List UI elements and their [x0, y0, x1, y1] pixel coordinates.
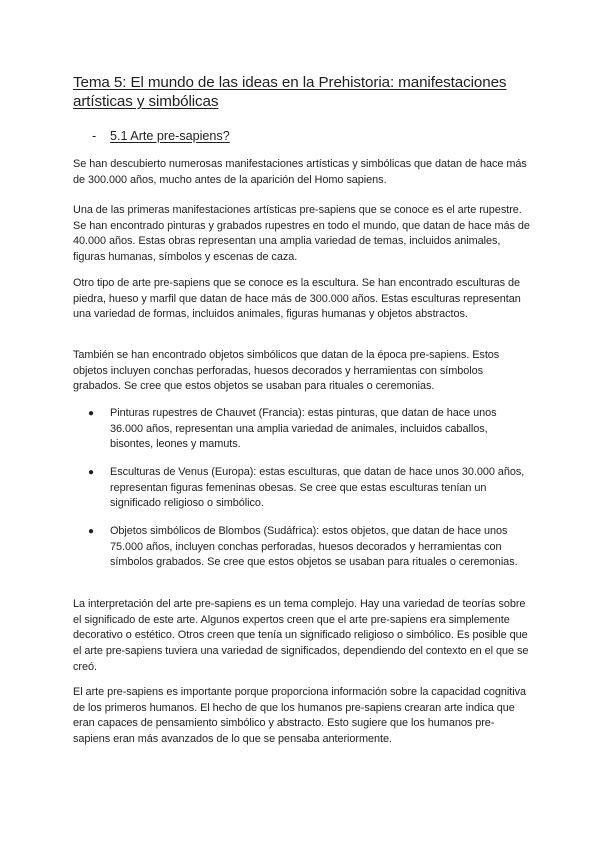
paragraph-escultura: Otro tipo de arte pre-sapiens que se conoce es la escultura. Se han encontrado esculturas de piedra, hueso y marfil que datan de hace más de 300.000 años. Estas esculturas representan una variedad de formas, incluidos animales, figuras humanas y objetos abstractos. [73, 277, 521, 321]
paragraph-objetos: También se han encontrado objetos simbólicos que datan de la época pre-sapiens. Estos objetos incluyen conchas perforadas, huesos decorados y herramientas con símbolos grabados. Se cree que estos objetos se usaban para rituales o ceremonias. [73, 349, 500, 393]
bullet-icon: ● [88, 467, 95, 478]
list-item-text: Esculturas de Venus (Europa): estas esculturas, que datan de hace unos 30.000 años, representan figuras femeninas obesas. Se cree que estas esculturas tenían un significado religioso o simbólico. [110, 466, 525, 510]
paragraph-interpretacion: La interpretación del arte pre-sapiens es un tema complejo. Hay una variedad de teorías sobre el significado de este arte. Algunos expertos creen que el arte pre-sapiens era simplemente decorativo o estético. Otros creen que tenía un significado religioso o simbólico. Es posible que el arte pre-sapiens tuviera una variedad de significados, dependiendo del contexto en el que se creó. [73, 598, 529, 673]
section-dash: - [92, 129, 97, 143]
section-heading [92, 128, 230, 144]
paragraph-intro: Se han descubierto numerosas manifestaciones artísticas y simbólicas que datan de hace más de 300.000 años, mucho antes de la aparición del Homo sapiens. [73, 158, 527, 186]
paragraph-importancia: El arte pre-sapiens es importante porque proporciona información sobre la capacidad cognitiva de los primeros humanos. El hecho de que los humanos pre-sapiens crearan arte indica que eran capaces de pensamiento simbólico y abstracto. Esto sugiere que los humanos pre-sapiens eran más avanzados de lo que se pensaba anteriormente. [73, 686, 527, 746]
paragraph-rupestre: Una de las primeras manifestaciones artísticas pre-sapiens que se conoce es el arte rupestre. Se han encontrado pinturas y grabados rupestres en todo el mundo, que datan de hace más de 40.000 años. Estas obras representan una amplia variedad de temas, incluidos animales, figuras humanas, símbolos y escenas de caza. [73, 204, 530, 264]
section-label: 5.1 Arte pre-sapiens? [110, 129, 230, 143]
list-item-text: Pinturas rupestres de Chauvet (Francia): estas pinturas, que datan de hace unos 36.000 años, representan una amplia variedad de animales, incluidos caballos, bisontes, leones y mamuts. [110, 407, 497, 451]
bullet-icon: ● [88, 408, 95, 419]
list-item-text: Objetos simbólicos de Blombos (Sudáfrica): estos objetos, que datan de hace unos 75.000 años, incluyen conchas perforadas, huesos decorados y herramientas con símbolos grabados. Se cree que estos objetos se usaban para rituales o ceremonias. [110, 525, 518, 569]
document-title: Tema 5: El mundo de las ideas en la Prehistoria: manifestaciones artísticas y simbólicas [73, 74, 507, 110]
bullet-icon: ● [88, 526, 95, 537]
